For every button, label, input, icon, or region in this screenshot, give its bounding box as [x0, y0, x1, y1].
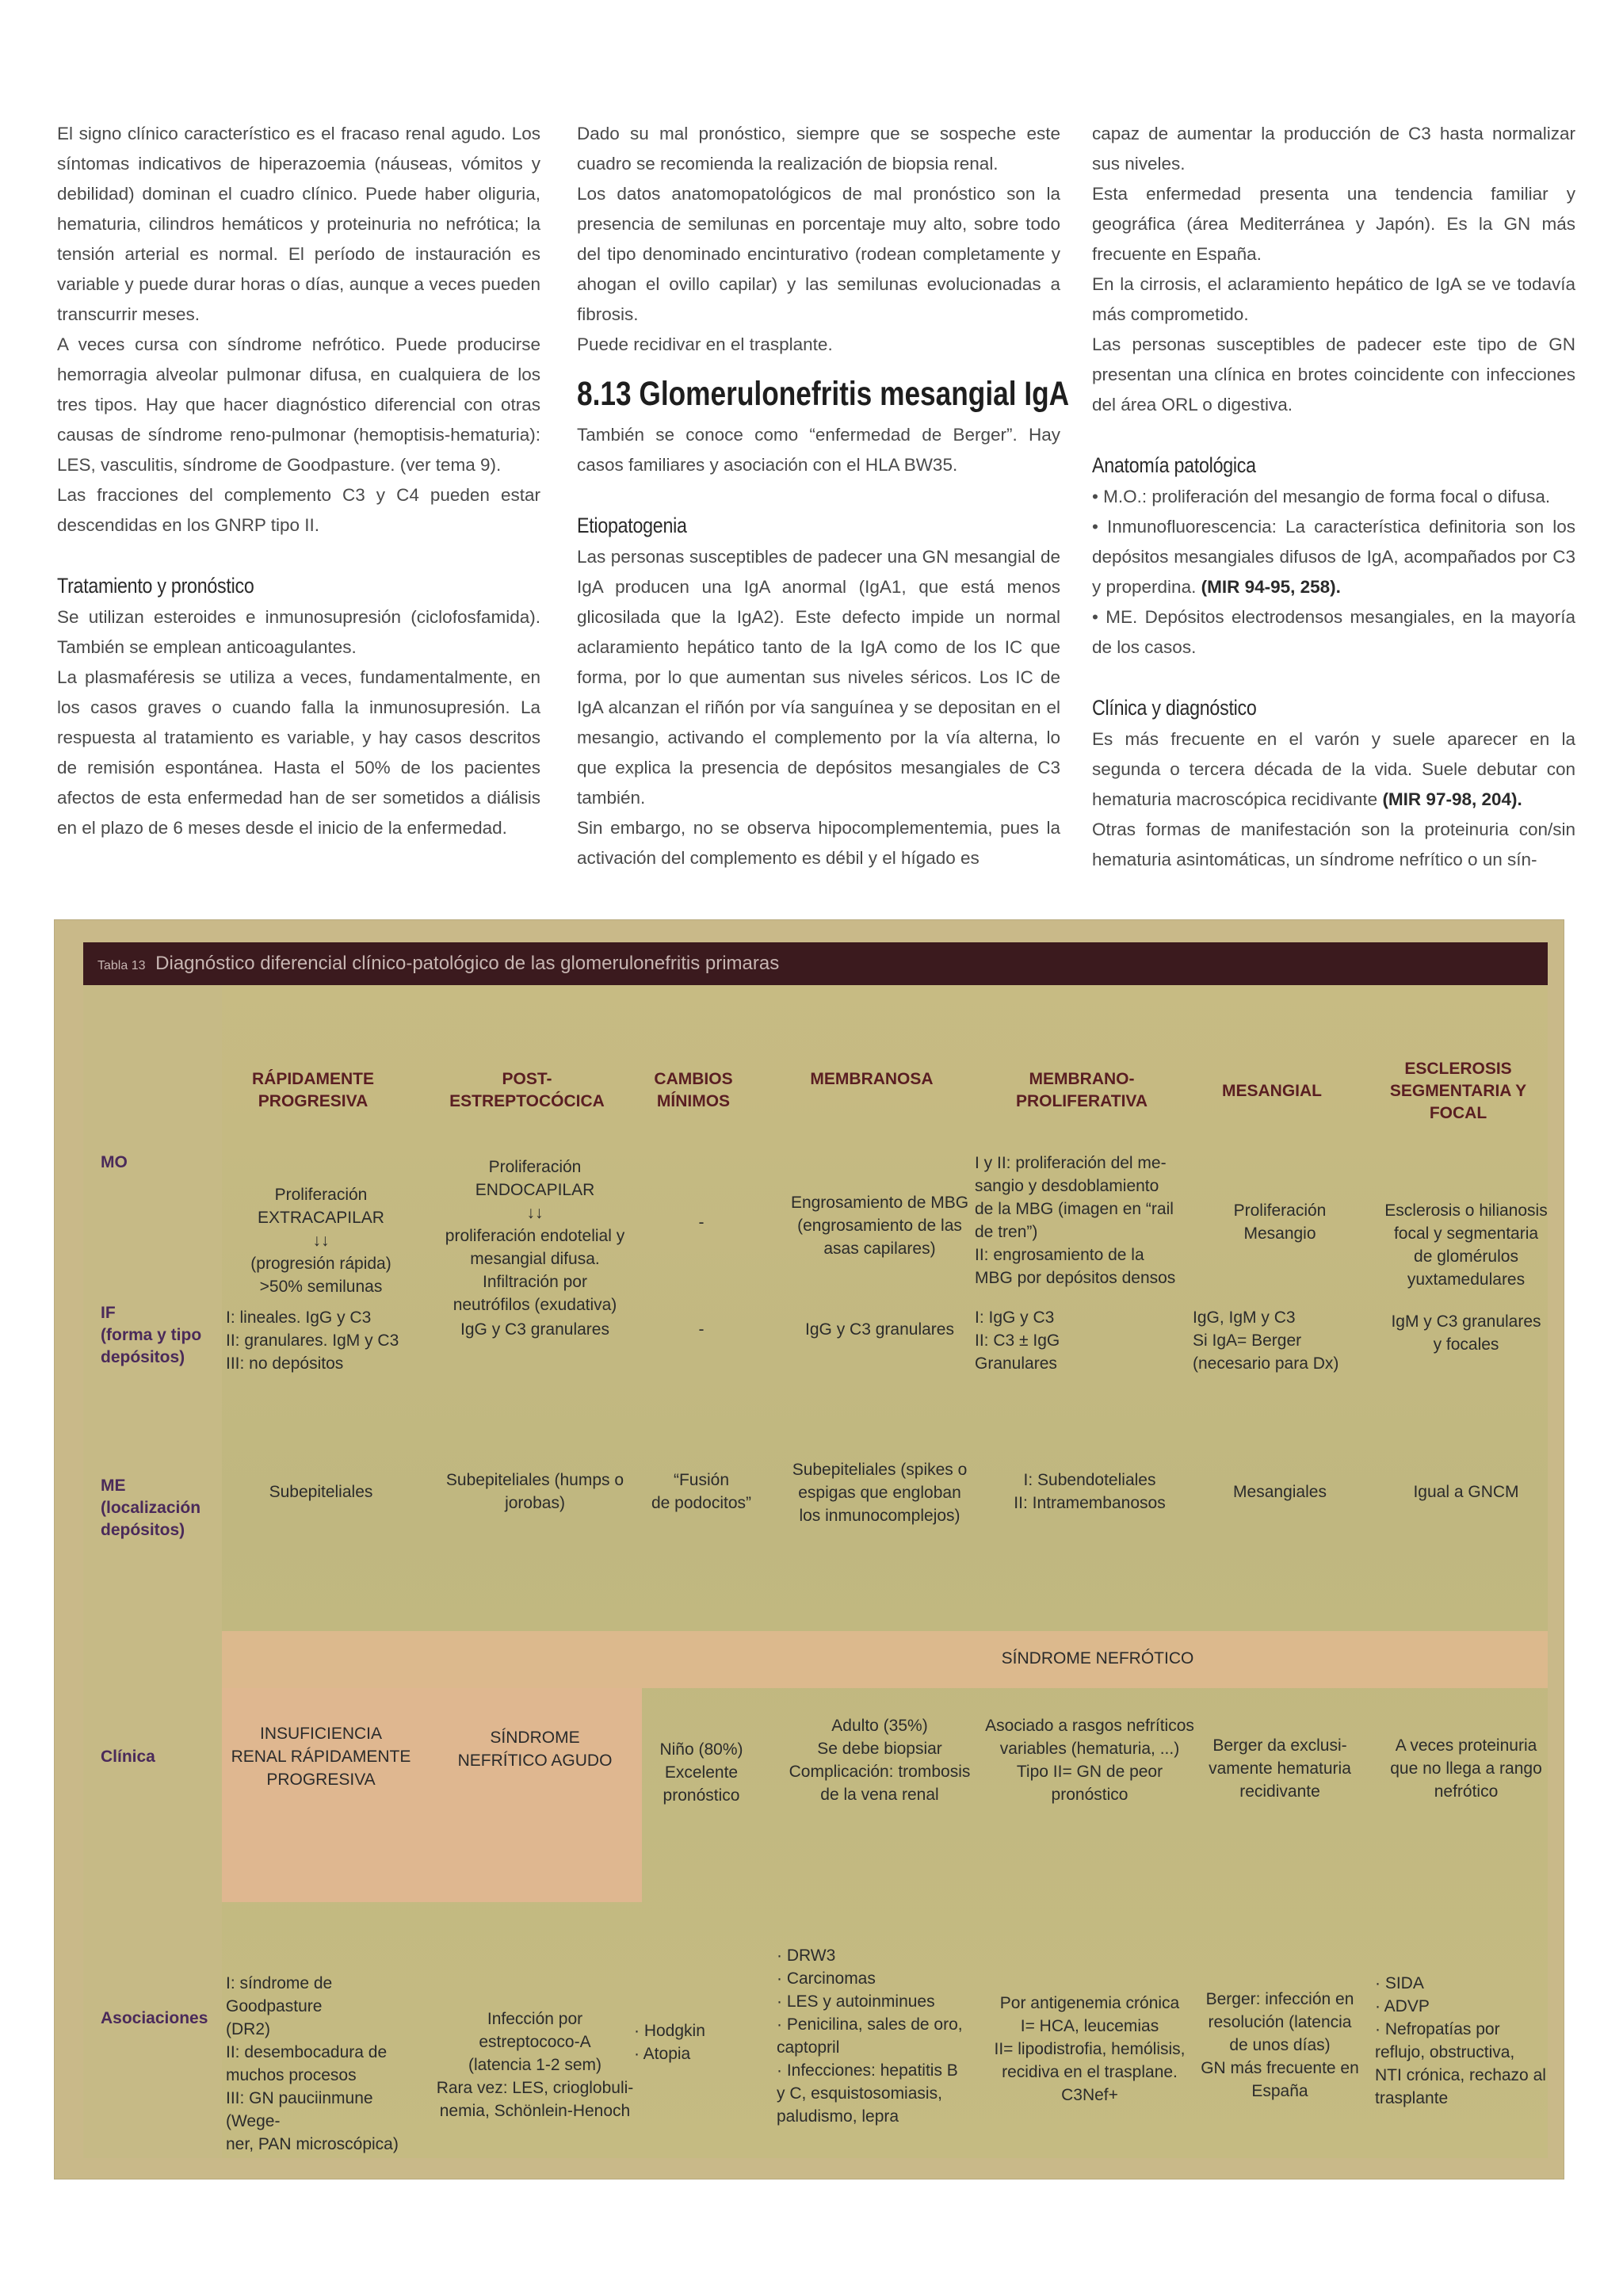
- column-header: CAMBIOS MÍNIMOS: [654, 1070, 733, 1110]
- table-cell-me: “Fusión de podocitos”: [651, 1471, 752, 1512]
- table-cell-asociaciones: Berger: infección en resolución (latencia de unos días) GN más frecuente en España: [1201, 1990, 1359, 2100]
- table-cell-if: IgG y C3 granulares: [460, 1320, 609, 1339]
- heading-clinica: Clínica y diagnóstico: [1092, 696, 1257, 720]
- table-cell-clinica: Berger da exclusi- vamente hematuria recidivante: [1209, 1736, 1351, 1801]
- column-header: POST- ESTREPTOCÓCICA: [449, 1070, 605, 1110]
- table-cell-mo: Proliferación ENDOCAPILAR ↓↓ proliferación endotelial y mesangial difusa. Infiltración por neutrófilos (exudativa): [445, 1158, 625, 1314]
- table-cell-me: Subepiteliales (spikes o espigas que engloban los inmunocomplejos): [792, 1461, 968, 1525]
- table-cell-if: -: [698, 1320, 705, 1339]
- paragraph: capaz de aumentar la producción de C3 hasta normalizar sus niveles.: [1092, 124, 1575, 174]
- column-header: ESCLEROSIS SEGMENTARIA Y FOCAL: [1389, 1060, 1527, 1122]
- list-item: • M.O.: proliferación del mesangio de forma focal o difusa.: [1092, 487, 1551, 506]
- table-cell-clinica: A veces proteinuria que no llega a rango nefrótico: [1390, 1736, 1542, 1801]
- mir-reference: (MIR 94-95, 258).: [1201, 577, 1341, 597]
- paragraph: Otras formas de manifestación son la proteinuria con/sin hematuria asintomáticas, un síndrome nefrítico o un sín-: [1092, 819, 1575, 869]
- sindrome-nefrotico-band: [222, 1631, 1548, 1688]
- table-cell-mo: Engrosamiento de MBG (engrosamiento de las asas capilares): [790, 1194, 969, 1258]
- paragraph: Las personas susceptibles de padecer una GN mesangial de IgA producen una IgA anormal (IgA1, que está menos glicosilada que la IgA2). Este defecto impide un normal aclaramiento hepático tanto de la IgA como de los IC que forma, por lo que aumentan sus niveles séricos. Los IC de IgA alcanzan el riñón por vía sanguínea y se depositan en el mesangio, activando el complemento por la vía alterna, lo que explica la presencia de depósitos mesangiales de C3 también.: [577, 547, 1060, 808]
- paragraph: Esta enfermedad presenta una tendencia familiar y geográfica (área Mediterránea y Japón). Es la GN más frecuente en España.: [1092, 184, 1575, 264]
- paragraph: También se conoce como “enfermedad de Berger”. Hay casos familiares y asociación con el HLA BW35.: [577, 425, 1060, 475]
- paragraph-text: Es más frecuente en el varón y suele aparecer en la segunda o tercera década de la vida. Suele debutar con hematuria macroscópica recidivante: [1092, 729, 1575, 809]
- list-item-text: • Inmunofluorescencia: La característica definitoria son los depósitos mesangiales difusos de IgA, acompañados por C3 y properdina.: [1092, 517, 1575, 597]
- paragraph: [1092, 724, 1575, 815]
- column-header: MESANGIAL: [1222, 1082, 1322, 1100]
- table-cell-me: Mesangiales: [1233, 1483, 1327, 1501]
- paragraph: Las fracciones del complemento C3 y C4 pueden estar descendidas en los GNRP tipo II.: [57, 485, 540, 535]
- row-label-mo: MO: [101, 1153, 128, 1171]
- heading-anatomia: Anatomía patológica: [1092, 453, 1256, 477]
- row-label-clinica: Clínica: [101, 1748, 155, 1766]
- insuficiencia-band: [222, 1688, 642, 1902]
- table-cell-asociaciones: I: síndrome de Goodpasture (DR2) II: desembocadura de muchos procesos III: GN pauciinmune (Wege- ner, PAN microscópica): [226, 1974, 399, 2153]
- sindrome-nefrotico-label: SÍNDROME NEFRÓTICO: [1001, 1649, 1194, 1668]
- paragraph: A veces cursa con síndrome nefrótico. Puede producirse hemorragia alveolar pulmonar difusa, en cualquiera de los tres tipos. Hay que hacer diagnóstico diferencial con otras causas de síndrome reno-pulmonar (hemoptisis-hematuria): LES, vasculitis, síndrome de Goodpasture. (ver tema 9).: [57, 334, 540, 475]
- section-title: 8.13 Glomerulonefritis mesangial IgA: [577, 375, 1070, 413]
- diagnosis-table: [54, 919, 1564, 2179]
- paragraph: Sin embargo, no se observa hipocomplementemia, pues la activación del complemento es débil y el hígado es: [577, 818, 1060, 868]
- paragraph: Puede recidivar en el trasplante.: [577, 334, 833, 354]
- table-cell-mo: -: [698, 1213, 705, 1232]
- text-column-2: [577, 119, 1070, 873]
- table-cell-clinica: INSUFICIENCIA RENAL RÁPIDAMENTE PROGRESIVA: [231, 1725, 411, 1789]
- table-cell-asociaciones: Por antigenemia crónica I= HCA, leucemias II= lipodistrofia, hemólisis, recidiva en el trasplane. C3Nef+: [994, 1994, 1186, 2104]
- table-cell-clinica: Adulto (35%) Se debe biopsiar Complicación: trombosis de la vena renal: [789, 1717, 971, 1804]
- paragraph: Se utilizan esteroides e inmunosupresión (ciclofosfamida). También se emplean anticoagulantes.: [57, 607, 540, 657]
- table-cell-clinica: SÍNDROME NEFRÍTICO AGUDO: [457, 1729, 613, 1770]
- table-cell-mo: Proliferación Mesangio: [1233, 1201, 1327, 1243]
- text-column-1: [57, 119, 540, 843]
- table-cell-clinica: Niño (80%) Excelente pronóstico: [659, 1740, 743, 1805]
- table-title: Diagnóstico diferencial clínico-patológico de las glomerulonefritis primaras: [155, 953, 780, 974]
- list-item: [1092, 512, 1575, 602]
- column-header: RÁPIDAMENTE PROGRESIVA: [251, 1070, 374, 1110]
- paragraph: En la cirrosis, el aclaramiento hepático de IgA se ve todavía más comprometido.: [1092, 274, 1575, 324]
- table-cell-mo: I y II: proliferación del me- sangio y desdoblamiento de la MBG (imagen en “rail de tren”) II: engrosamiento de la MBG por depósitos densos: [975, 1154, 1176, 1287]
- table-cell-if: I: IgG y C3 II: C3 ± IgG Granulares: [975, 1308, 1060, 1373]
- table-cell-me: Igual a GNCM: [1413, 1483, 1519, 1501]
- column-header: MEMBRANO- PROLIFERATIVA: [1015, 1070, 1148, 1110]
- paragraph: Dado su mal pronóstico, siempre que se sospeche este cuadro se recomienda la realización de biopsia renal.: [577, 124, 1060, 174]
- table-cell-if: IgM y C3 granulares y focales: [1391, 1312, 1541, 1354]
- row-label-asociaciones: Asociaciones: [101, 2009, 208, 2027]
- paragraph: El signo clínico característico es el fracaso renal agudo. Los síntomas indicativos de hiperazoemia (náuseas, vómitos y debilidad) dominan el cuadro clínico. Puede haber oliguria, hematuria, cilindros hemáticos y proteinuria no nefrótica; la tensión arterial es normal. El período de instauración es variable y puede durar horas o días, aunque a veces pueden transcurrir meses.: [57, 124, 540, 324]
- table-cell-asociaciones: Infección por estreptococo-A (latencia 1-2 sem) Rara vez: LES, crioglobuli- nemia, Schönlein-Henoch: [436, 2010, 634, 2120]
- table-cell-if: IgG y C3 granulares: [805, 1320, 954, 1339]
- table-cell-clinica: Asociado a rasgos nefríticos variables (hematuria, ...) Tipo II= GN de peor pronóstico: [985, 1717, 1194, 1804]
- mir-reference: (MIR 97-98, 204).: [1382, 789, 1522, 809]
- row-label-if: IF (forma y tipo depósitos): [101, 1304, 202, 1366]
- table-cell-asociaciones: · SIDA · ADVP · Nefropatías por reflujo, obstructiva, NTI crónica, rechazo al trasplante: [1375, 1974, 1546, 2107]
- paragraph: La plasmaféresis se utiliza a veces, fundamentalmente, en los casos graves o cuando falla la inmunosupresión. La respuesta al tratamiento es variable, y hay casos descritos de remisión espontánea. Hasta el 50% de los pacientes afectos de esta enfermedad han de ser sometidos a diálisis en el plazo de 6 meses desde el inicio de la enfermedad.: [57, 667, 540, 838]
- table-cell-mo: Esclerosis o hilianosis focal y segmentaria de glomérulos yuxtamedulares: [1384, 1201, 1548, 1289]
- column-header: MEMBRANOSA: [810, 1070, 934, 1088]
- table-cell-if: I: lineales. IgG y C3 II: granulares. IgM y C3 III: no depósitos: [226, 1308, 399, 1373]
- table-cell-if: IgG, IgM y C3 Si IgA= Berger (necesario para Dx): [1193, 1308, 1339, 1373]
- table-cell-me: Subepiteliales (humps o jorobas): [445, 1471, 624, 1512]
- table-number: Tabla 13: [97, 959, 146, 972]
- table-cell-asociaciones: · Hodgkin · Atopia: [634, 2022, 705, 2063]
- table-cell-asociaciones: · DRW3 · Carcinomas · LES y autoinminues · Penicilina, sales de oro, captopril · Infecciones: hepatitis B y C, esquistosomiasis, paludismo, lepra: [777, 1946, 963, 2126]
- heading-tratamiento: Tratamiento y pronóstico: [57, 574, 254, 598]
- heading-etiopatogenia: Etiopatogenia: [577, 514, 687, 537]
- row-label-me: ME (localización depósitos): [101, 1477, 201, 1539]
- table-cell-mo: Proliferación EXTRACAPILAR ↓↓ (progresión rápida) >50% semilunas: [250, 1186, 391, 1296]
- paragraph: Los datos anatomopatológicos de mal pronóstico son la presencia de semilunas en porcentaje muy alto, sobre todo del tipo denominado encinturativo (rodean completamente y ahogan el ovillo capilar) y las semilunas evolucionadas a fibrosis.: [577, 184, 1060, 324]
- table-body: [83, 985, 1548, 2158]
- table-title-bar: [83, 942, 1548, 985]
- paragraph: Las personas susceptibles de padecer este tipo de GN presentan una clínica en brotes coincidente con infecciones del área ORL o digestiva.: [1092, 334, 1575, 415]
- list-item: • ME. Depósitos electrodensos mesangiales, en la mayoría de los casos.: [1092, 607, 1575, 657]
- table-cell-me: Subepiteliales: [269, 1483, 373, 1501]
- table-cell-me: I: Subendoteliales II: Intramembanosos: [1014, 1471, 1166, 1512]
- text-column-3: [1092, 119, 1575, 875]
